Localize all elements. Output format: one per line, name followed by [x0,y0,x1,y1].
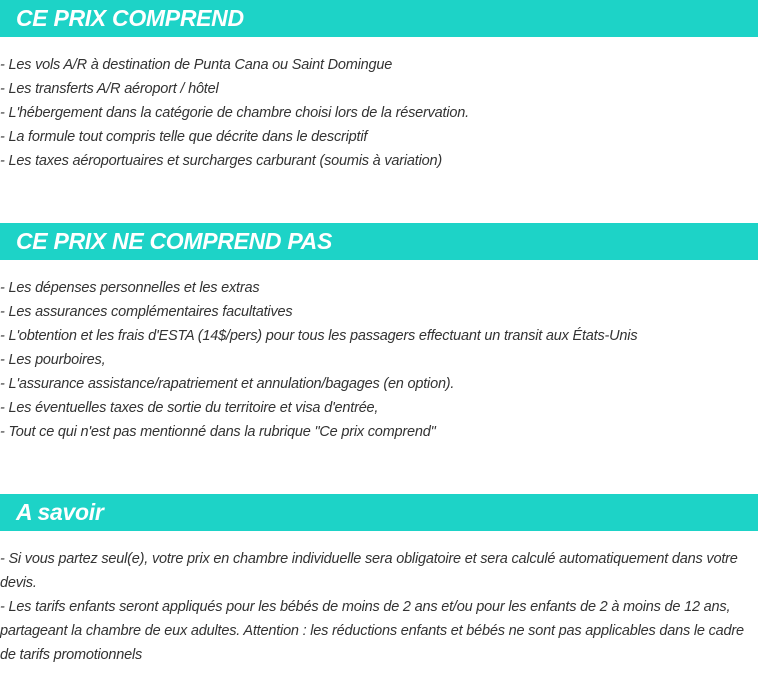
list-item: - L'assurance assistance/rapatriement et annulation/bagages (en option). [0,376,455,392]
included-items-list [0,53,758,173]
list-item: - Les transferts A/R aéroport / hôtel [0,81,219,97]
list-item: - Les vols A/R à destination de Punta Cana ou Saint Domingue [0,57,393,73]
list-item: - L'hébergement dans la catégorie de chambre choisi lors de la réservation. [0,105,469,121]
section-header-price-excludes [0,223,758,260]
list-item: - Les éventuelles taxes de sortie du territoire et visa d'entrée, [0,400,379,416]
list-item: - La formule tout compris telle que décrite dans le descriptif [0,129,368,145]
section-price-excludes [0,223,758,444]
list-item: - L'obtention et les frais d'ESTA (14$/pers) pour tous les passagers effectuant un transit aux États-Unis [0,328,638,344]
section-title: CE PRIX NE COMPREND PAS [16,228,332,254]
list-item: - Tout ce qui n'est pas mentionné dans la rubrique "Ce prix comprend" [0,424,436,440]
list-item: - Si vous partez seul(e), votre prix en chambre individuelle sera obligatoire et sera calculé automatiquement dans votre devis. [0,551,738,591]
section-header-price-includes [0,0,758,37]
list-item: - Les assurances complémentaires facultatives [0,304,293,320]
list-item: - Les tarifs enfants seront appliqués pour les bébés de moins de 2 ans et/ou pour les enfants de 2 à moins de 12 ans, partageant la chambre de eux adultes. Attention : les réductions enfants et bébés ne sont pas applicables dans le cadre de tarifs promotionnels [0,599,744,663]
notes-list [0,547,758,667]
list-item: - Les pourboires, [0,352,106,368]
section-good-to-know [0,494,758,667]
list-item: - Les taxes aéroportuaires et surcharges carburant (soumis à variation) [0,153,442,169]
section-title: CE PRIX COMPREND [16,5,244,31]
section-title: A savoir [16,499,104,525]
section-header-good-to-know [0,494,758,531]
section-price-includes [0,0,758,173]
excluded-items-list [0,276,758,444]
list-item: - Les dépenses personnelles et les extras [0,280,260,296]
